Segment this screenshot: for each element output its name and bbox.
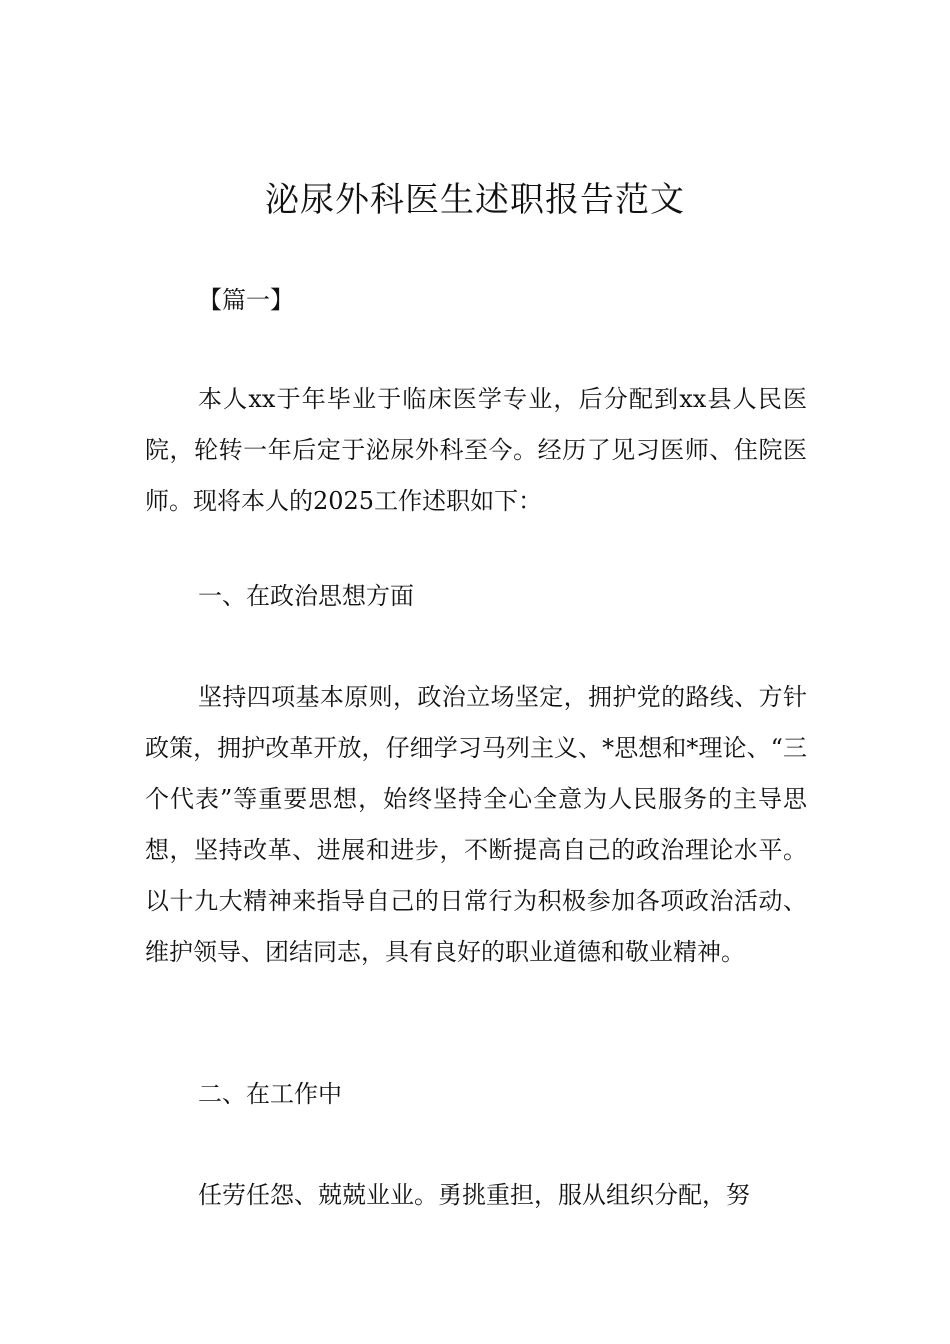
part-label: 【篇一】 bbox=[198, 286, 294, 314]
section-2-paragraph: 任劳任怨、兢兢业业。勇挑重担，服从组织分配，努 bbox=[198, 1181, 750, 1209]
section-1-paragraph: 坚持四项基本原则，政治立场坚定，拥护党的路线、方针政策，拥护改革开放，仔细学习马列主义、*思想和*理论、“三个代表”等重要思想，始终坚持全心全意为人民服务的主导思想，坚持改革、进展和进步，不断提高自己的政治理论水平。以十九大精神来指导自己的日常行为积极参加各项政治活动、维护领导、团结同志，具有良好的职业道德和敬业精神。 bbox=[145, 683, 807, 966]
section-1-heading: 一、在政治思想方面 bbox=[198, 582, 414, 610]
section-2-heading: 二、在工作中 bbox=[198, 1080, 342, 1108]
intro-paragraph: 本人xx于年毕业于临床医学专业，后分配到xx县人民医院，轮转一年后定于泌尿外科至今。经历了见习医师、住院医师。现将本人的2025工作述职如下： bbox=[145, 385, 807, 515]
document-title: 泌尿外科医生述职报告范文 bbox=[265, 180, 685, 220]
